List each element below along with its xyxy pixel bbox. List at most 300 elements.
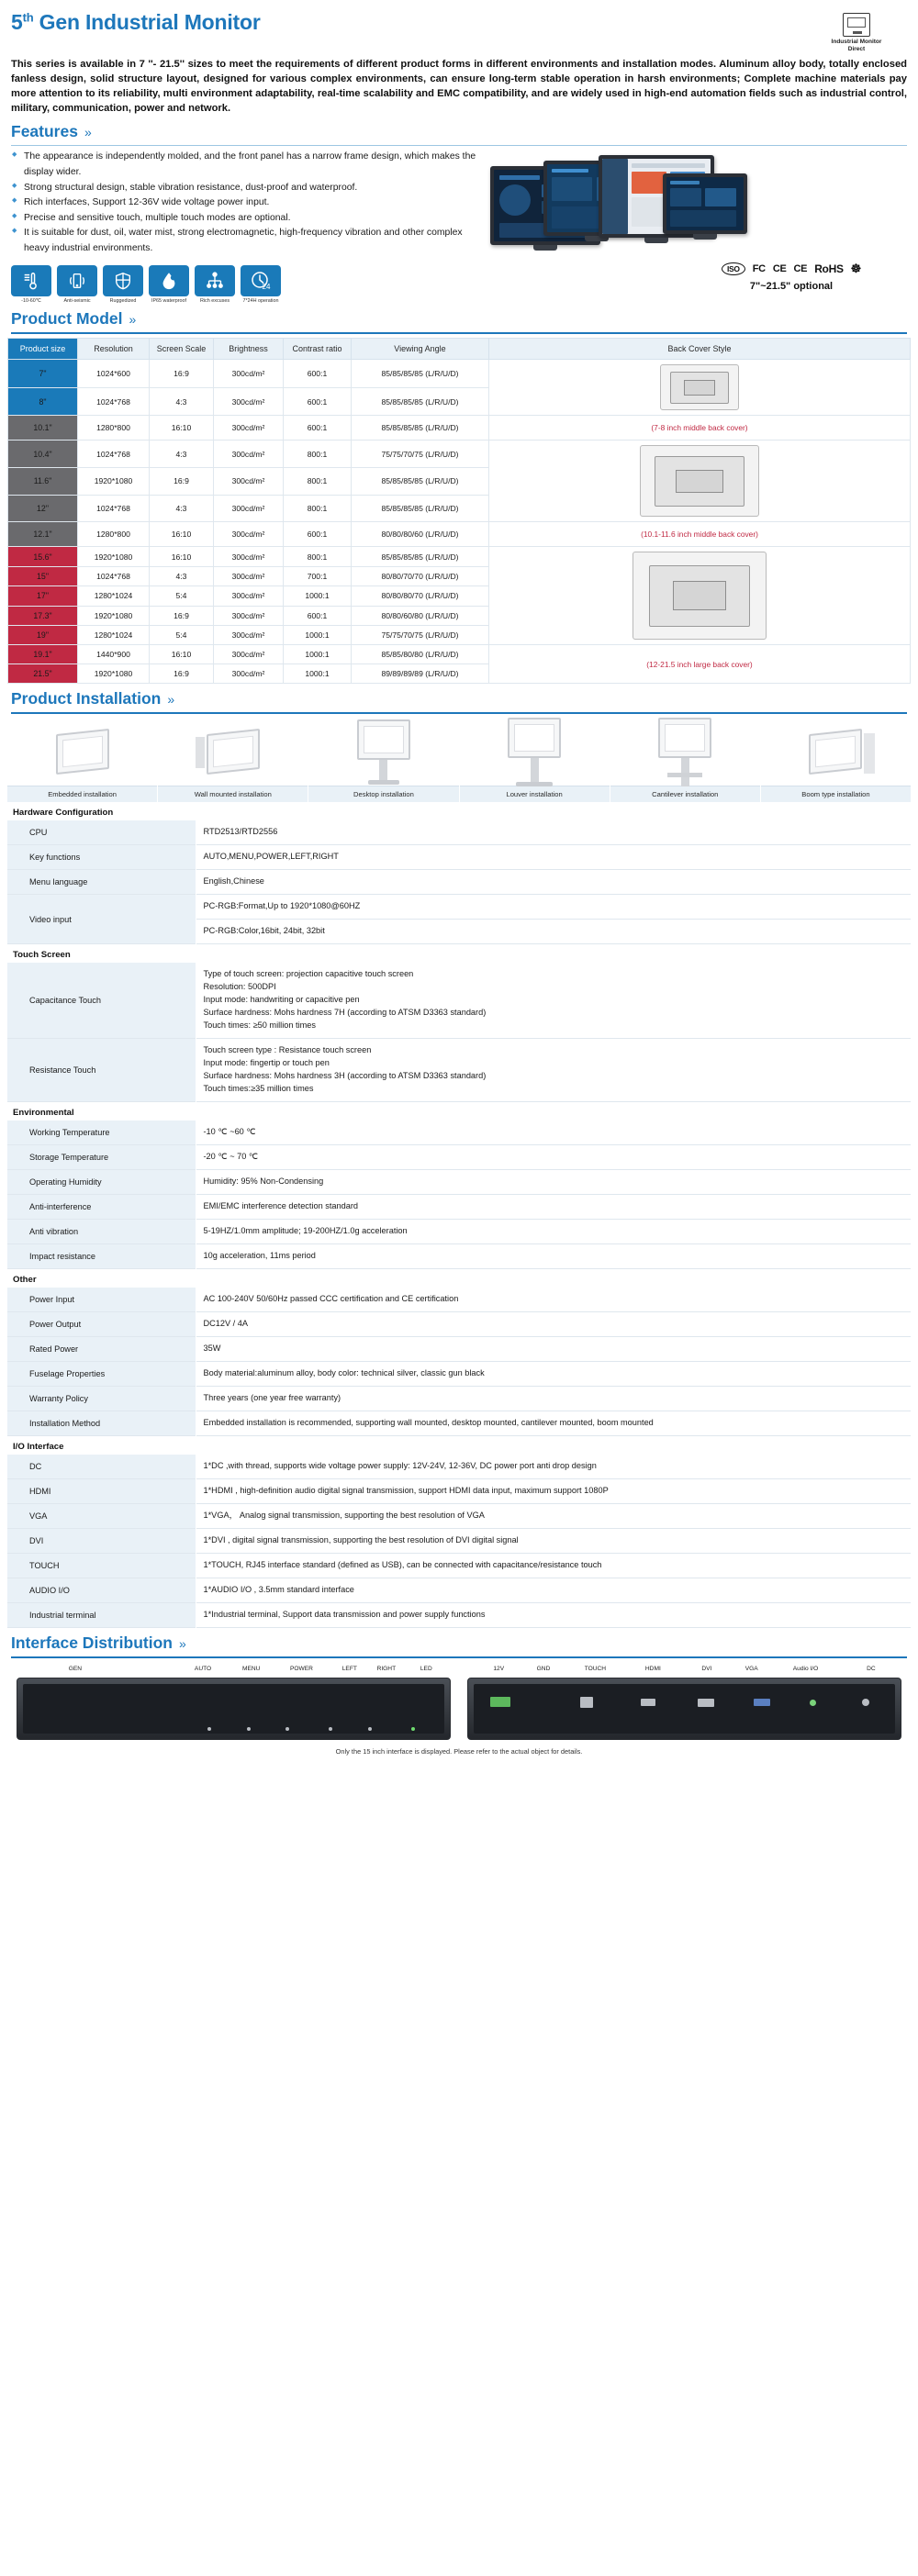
cell-size: 7"	[8, 360, 78, 388]
cell-scale: 16:10	[150, 547, 214, 566]
cell-contrast: 600:1	[284, 360, 352, 388]
spec-value-video-color: PC-RGB:Color,16bit, 24bit, 32bit	[203, 926, 325, 936]
spec-row	[7, 1578, 911, 1602]
list-item: ◆ The appearance is independently molded, and the front panel has a narrow frame design, which makes the display wider.	[11, 150, 477, 180]
cell-resolution: 1024*768	[78, 387, 150, 416]
installation-item-louver	[460, 718, 610, 802]
cell-size: 17"	[8, 586, 78, 606]
rear-panel-diagram	[467, 1666, 901, 1740]
cell-size: 17.3"	[8, 606, 78, 625]
rear-label-gnd: GND	[536, 1665, 551, 1672]
installation-label: Louver installation	[460, 786, 610, 802]
cell-scale: 16:9	[150, 468, 214, 496]
ce-cert-icon-2: CE	[793, 263, 808, 275]
product-model-heading-label: Product Model	[11, 309, 123, 329]
back-cover-caption-large: (12-21.5 inch large back cover)	[646, 659, 753, 669]
badge-label: Anti-seismic	[63, 298, 91, 305]
installation-label: Embedded installation	[7, 786, 157, 802]
cell-contrast: 800:1	[284, 495, 352, 522]
spec-line: Input mode: handwriting or capacitive pen	[203, 995, 360, 1005]
spec-row	[7, 1312, 911, 1337]
col-screen-scale: Screen Scale	[150, 339, 214, 360]
installation-label: Desktop installation	[308, 786, 458, 802]
brand-subtitle: Direct	[847, 46, 866, 53]
installation-item-boom	[761, 718, 911, 802]
title-generation-number: 5	[11, 10, 23, 34]
spec-value-dc: 1*DC ,with thread, supports wide voltage power supply: 12V-24V, 12-36V, DC power port anti drop design	[203, 1461, 597, 1471]
front-panel-labels	[17, 1666, 451, 1676]
spec-value-hdmi: 1*HDMI , high-definition audio digital signal transmission, support HDMI data input, maximum support 1080P	[203, 1486, 609, 1496]
cell-contrast: 600:1	[284, 522, 352, 547]
cell-size: 15.6"	[8, 547, 78, 566]
spec-value-anti-interference: EMI/EMC interference detection standard	[203, 1201, 359, 1211]
front-label-left: LEFT	[341, 1665, 357, 1672]
cell-size: 21.5"	[8, 664, 78, 684]
spec-key-installation-method: Installation Method	[7, 1411, 196, 1436]
cell-contrast: 1000:1	[284, 586, 352, 606]
spec-line: Resolution: 500DPI	[203, 982, 276, 992]
cell-cover-caption-large	[489, 645, 911, 684]
list-item: ◆ Rich interfaces, Support 12-36V wide voltage power input.	[11, 195, 477, 211]
spec-value-warranty-policy: Three years (one year free warranty)	[203, 1393, 341, 1403]
installation-gallery	[7, 718, 911, 802]
spec-row	[7, 1121, 911, 1144]
brand-name: Industrial Monitor	[831, 39, 882, 45]
features-section	[7, 146, 911, 258]
spec-value-power-output: DC12V / 4A	[203, 1319, 249, 1329]
spec-key-warranty-policy: Warranty Policy	[7, 1387, 196, 1411]
port-touch-rj45	[580, 1697, 593, 1708]
port-dc	[862, 1699, 869, 1706]
chevron-right-icon: »	[84, 124, 92, 139]
front-label-menu: MENU	[241, 1665, 261, 1672]
cell-brightness: 300cd/m²	[214, 566, 284, 585]
cell-contrast: 1000:1	[284, 626, 352, 645]
installation-item-wall	[158, 718, 308, 802]
features-list-column	[11, 150, 477, 258]
spec-key-power-output: Power Output	[7, 1312, 196, 1337]
iso-cert-icon: ISO	[722, 262, 745, 275]
spec-key-hdmi: HDMI	[7, 1479, 196, 1504]
cell-angle: 85/85/85/85 (L/R/U/D)	[352, 387, 489, 416]
cell-cover-caption-small	[489, 416, 911, 440]
badge-anti-seismic	[57, 265, 97, 304]
cell-contrast: 600:1	[284, 606, 352, 625]
spec-row	[7, 1220, 911, 1244]
front-label-gen: GEN	[68, 1665, 83, 1672]
installation-label: Wall mounted installation	[158, 786, 308, 802]
monitor-render-4	[663, 173, 747, 234]
table-row	[8, 360, 911, 388]
badge-rich-interfaces	[195, 265, 235, 304]
cell-size: 8"	[8, 387, 78, 416]
cell-scale: 5:4	[150, 626, 214, 645]
cell-resolution: 1280*800	[78, 416, 150, 440]
cell-contrast: 1000:1	[284, 645, 352, 664]
cell-resolution: 1024*768	[78, 566, 150, 585]
badge-label: Rich excuses	[199, 298, 230, 305]
cell-brightness: 300cd/m²	[214, 416, 284, 440]
page-title	[11, 11, 806, 34]
col-viewing-angle: Viewing Angle	[352, 339, 489, 360]
cell-contrast: 600:1	[284, 387, 352, 416]
front-device-image	[17, 1678, 451, 1740]
spec-table-io	[7, 1455, 911, 1628]
cell-contrast: 800:1	[284, 547, 352, 566]
product-model-heading	[7, 304, 911, 331]
cell-angle: 85/85/85/85 (L/R/U/D)	[352, 495, 489, 522]
spec-key-working-temperature: Working Temperature	[7, 1121, 196, 1144]
front-label-power: POWER	[289, 1665, 313, 1672]
louver-installation-image	[460, 718, 610, 786]
cell-resolution: 1280*1024	[78, 626, 150, 645]
cell-size: 12"	[8, 495, 78, 522]
rear-label-12v: 12V	[493, 1665, 505, 1672]
cell-angle: 89/89/89/89 (L/R/U/D)	[352, 664, 489, 684]
port-terminal-block	[490, 1697, 510, 1707]
rear-label-dc: DC	[867, 1665, 876, 1672]
cell-angle: 75/75/70/75 (L/R/U/D)	[352, 440, 489, 468]
vibration-icon	[57, 265, 97, 296]
spec-row	[7, 870, 911, 895]
list-item: ◆ Strong structural design, stable vibration resistance, dust-proof and waterproof.	[11, 181, 477, 196]
spec-key-menu-language: Menu language	[7, 870, 196, 895]
cantilever-installation-image	[610, 718, 760, 786]
cell-scale: 16:10	[150, 645, 214, 664]
cell-scale: 16:10	[150, 416, 214, 440]
cell-angle: 75/75/70/75 (L/R/U/D)	[352, 626, 489, 645]
installation-item-embedded	[7, 718, 157, 802]
spec-key-key-functions: Key functions	[7, 845, 196, 870]
table-row	[8, 547, 911, 566]
spec-value-video-format: PC-RGB:Format,Up to 1920*1080@60HZ	[203, 901, 361, 911]
spec-line: Touch screen type : Resistance touch screen	[203, 1045, 372, 1055]
spec-key-impact-resistance: Impact resistance	[7, 1244, 196, 1269]
cell-angle: 85/85/80/80 (L/R/U/D)	[352, 645, 489, 664]
spec-key-cpu: CPU	[7, 820, 196, 844]
cell-size: 15"	[8, 566, 78, 585]
spec-value-vga: 1*VGA， Analog signal transmission, supporting the best resolution of VGA	[203, 1511, 485, 1521]
spec-group-hardware: Hardware Configuration	[13, 808, 114, 819]
cell-angle: 85/85/85/85 (L/R/U/D)	[352, 360, 489, 388]
clock-24-icon	[241, 265, 281, 296]
spec-value-power-input: AC 100-240V 50/60Hz passed CCC certification and CE certification	[203, 1294, 459, 1304]
ce-cert-icon: CE	[772, 263, 787, 275]
spec-value-audio-io: 1*AUDIO I/O , 3.5mm standard interface	[203, 1584, 354, 1594]
spec-key-anti-interference: Anti-interference	[7, 1195, 196, 1220]
spec-row	[7, 1387, 911, 1411]
cell-brightness: 300cd/m²	[214, 360, 284, 388]
installation-heading-label: Product Installation	[11, 689, 162, 708]
cell-contrast: 800:1	[284, 468, 352, 496]
spec-line: Touch times:≥35 million times	[203, 1084, 314, 1094]
spec-row	[7, 1602, 911, 1627]
front-label-led: LED	[420, 1665, 432, 1672]
table-row	[8, 440, 911, 468]
product-photo-column	[487, 150, 907, 258]
cell-scale: 4:3	[150, 440, 214, 468]
wall-mounted-installation-image	[158, 718, 308, 786]
spec-value-touch: 1*TOUCH, RJ45 interface standard (defined as USB), can be connected with capacitance/resistance touch	[203, 1559, 602, 1569]
monitor-lineup-image	[487, 155, 907, 258]
col-product-size: Product size	[8, 339, 78, 360]
shield-icon	[103, 265, 143, 296]
cell-back-cover-small	[489, 360, 911, 416]
spec-row	[7, 1455, 911, 1478]
spec-row	[7, 1039, 911, 1102]
badge-label: -10-60℃	[21, 298, 41, 305]
port-audio	[810, 1700, 816, 1706]
spec-row	[7, 1504, 911, 1529]
chevron-right-icon: »	[179, 1635, 186, 1651]
spec-line: Surface hardness: Mohs hardness 3H (according to ATSM D3363 standard)	[203, 1071, 487, 1081]
cell-scale: 16:10	[150, 522, 214, 547]
interface-tree-icon	[195, 265, 235, 296]
rohs-cert-icon: RoHS	[814, 262, 844, 276]
spec-value-capacitance-touch	[196, 963, 911, 1038]
installation-divider	[11, 712, 907, 714]
installation-label: Boom type installation	[761, 786, 911, 802]
badge-temperature	[11, 265, 51, 304]
rear-label-hdmi: HDMI	[644, 1665, 661, 1672]
cell-back-cover-middle	[489, 440, 911, 522]
intro-paragraph: This series is available in 7 ''- 21.5'' sizes to meet the requirements of different product forms in different environments and installation modes. Aluminum alloy body, totally enclosed fanless design, solid structure layout, designed for various complex environments, can ensure long-term stable operation in harsh environments; Complete machine materials pay more attention to its reliability, multi environment adaptability, real-time scalability and EMC compatibility, and are widely used in high-end automation fields such as industrial control, military, communication, power and network.	[11, 59, 907, 114]
col-contrast-ratio: Contrast ratio	[284, 339, 352, 360]
cell-angle: 85/85/85/85 (L/R/U/D)	[352, 416, 489, 440]
cell-resolution: 1280*800	[78, 522, 150, 547]
table-row	[8, 522, 911, 547]
back-cover-caption-small: (7-8 inch middle back cover)	[651, 423, 748, 433]
badge-24h-operation	[241, 265, 281, 304]
spec-value-cpu: RTD2513/RTD2556	[203, 827, 278, 837]
spec-row	[7, 1529, 911, 1554]
water-drop-icon	[149, 265, 189, 296]
cell-scale: 16:9	[150, 360, 214, 388]
spec-group-io-interface: I/O Interface	[13, 1442, 64, 1453]
spec-row	[7, 1411, 911, 1436]
rear-label-vga: VGA	[744, 1665, 758, 1672]
rear-label-dvi: DVI	[701, 1665, 712, 1672]
cell-size: 19.1"	[8, 645, 78, 664]
cell-scale: 4:3	[150, 495, 214, 522]
spec-row	[7, 820, 911, 844]
table-header-row	[8, 339, 911, 360]
spec-key-industrial-terminal: Industrial terminal	[7, 1602, 196, 1627]
col-back-cover-style: Back Cover Style	[489, 339, 911, 360]
title-ordinal-suffix: th	[22, 10, 34, 25]
spec-value-fuselage-properties: Body material:aluminum alloy, body color: technical silver, classic gun black	[203, 1368, 485, 1378]
fcc-cert-icon: FC	[752, 263, 766, 275]
spec-value-rated-power: 35W	[203, 1344, 221, 1354]
spec-table-hardware	[7, 820, 911, 944]
spec-key-power-input: Power Input	[7, 1288, 196, 1311]
cell-brightness: 300cd/m²	[214, 645, 284, 664]
front-label-right: RIGHT	[376, 1665, 397, 1672]
spec-value-operating-humidity: Humidity: 95% Non-Condensing	[203, 1176, 324, 1187]
monitor-stand-4	[693, 234, 717, 240]
spec-key-fuselage-properties: Fuselage Properties	[7, 1362, 196, 1387]
cell-scale: 4:3	[150, 566, 214, 585]
spec-value-impact-resistance: 10g acceleration, 11ms period	[203, 1251, 316, 1261]
thermometer-icon	[11, 265, 51, 296]
cell-angle: 80/80/80/60 (L/R/U/D)	[352, 522, 489, 547]
page-header	[7, 0, 911, 52]
installation-item-desktop	[308, 718, 458, 802]
cell-size: 10.1"	[8, 416, 78, 440]
spec-row	[7, 845, 911, 870]
spec-line: Surface hardness: Mohs hardness 7H (according to ATSM D3363 standard)	[203, 1008, 487, 1018]
spec-table-touch	[7, 963, 911, 1102]
monitor-stand-1	[533, 245, 557, 251]
spec-group-other: Other	[13, 1275, 37, 1286]
col-brightness: Brightness	[214, 339, 284, 360]
badge-label: IP65 waterproof	[151, 298, 187, 305]
cell-scale: 4:3	[150, 387, 214, 416]
installation-heading	[7, 684, 911, 711]
cell-brightness: 300cd/m²	[214, 586, 284, 606]
interface-diagrams	[7, 1658, 911, 1740]
cell-angle: 80/80/60/80 (L/R/U/D)	[352, 606, 489, 625]
title-text: Gen Industrial Monitor	[39, 10, 261, 34]
svg-text:24: 24	[262, 283, 271, 292]
cell-size: 11.6"	[8, 468, 78, 496]
spec-row	[7, 895, 911, 920]
spec-key-dvi: DVI	[7, 1529, 196, 1554]
list-item: ◆ It is suitable for dust, oil, water mist, strong electromagnetic, high-frequency vibration and other complex heavy industrial environments.	[11, 226, 477, 256]
rear-device-image	[467, 1678, 901, 1740]
back-cover-caption-middle: (10.1-11.6 inch middle back cover)	[641, 530, 758, 540]
rear-label-touch: TOUCH	[584, 1665, 607, 1672]
cell-resolution: 1920*1080	[78, 606, 150, 625]
col-resolution: Resolution	[78, 339, 150, 360]
back-cover-image-small	[660, 364, 739, 410]
monitor-stand-3	[644, 238, 668, 243]
spec-key-storage-temperature: Storage Temperature	[7, 1145, 196, 1170]
spec-value-anti-vibration: 5-19HZ/1.0mm amplitude; 19-200HZ/1.0g acceleration	[203, 1226, 408, 1236]
chevron-right-icon: »	[167, 692, 175, 708]
cell-resolution: 1440*900	[78, 645, 150, 664]
cell-angle: 85/85/85/85 (L/R/U/D)	[352, 547, 489, 566]
spec-key-capacitance-touch: Capacitance Touch	[7, 963, 196, 1038]
cell-contrast: 600:1	[284, 416, 352, 440]
list-item: ◆ Precise and sensitive touch, multiple touch modes are optional.	[11, 211, 477, 227]
front-panel-diagram	[17, 1666, 451, 1740]
back-cover-image-middle	[640, 445, 759, 517]
badge-label: 7*24H operation	[242, 298, 279, 305]
spec-value-installation-method: Embedded installation is recommended, supporting wall mounted, desktop mounted, cantilever mounted, boom mounted	[203, 1418, 654, 1428]
badge-label: Ruggedized	[109, 298, 137, 305]
spec-key-anti-vibration: Anti vibration	[7, 1220, 196, 1244]
spec-row	[7, 1288, 911, 1311]
spec-row	[7, 1553, 911, 1578]
monitor-logo-icon	[843, 13, 870, 37]
footer-note: Only the 15 inch interface is displayed. Please refer to the actual object for details.	[335, 1746, 583, 1756]
spec-value-resistance-touch	[196, 1039, 911, 1102]
spec-value-dvi: 1*DVI , digital signal transmission, supporting the best resolution of DVI digital signal	[203, 1535, 519, 1544]
rear-panel-labels	[467, 1666, 901, 1676]
cell-resolution: 1280*1024	[78, 586, 150, 606]
spec-value-key-functions: AUTO,MENU,POWER,LEFT,RIGHT	[203, 852, 339, 862]
cell-contrast: 700:1	[284, 566, 352, 585]
spec-line: Input mode: fingertip or touch pen	[203, 1058, 330, 1068]
cell-contrast: 800:1	[284, 440, 352, 468]
spec-line: Type of touch screen: projection capacitive touch screen	[203, 969, 414, 979]
port-vga	[754, 1699, 770, 1706]
spec-row	[7, 1195, 911, 1220]
spec-key-rated-power: Rated Power	[7, 1337, 196, 1362]
spec-key-video-input: Video input	[7, 895, 196, 944]
product-model-divider	[11, 332, 907, 334]
spec-key-dc: DC	[7, 1455, 196, 1478]
features-heading-label: Features	[11, 121, 78, 140]
cell-brightness: 300cd/m²	[214, 626, 284, 645]
cell-resolution: 1024*768	[78, 495, 150, 522]
table-row	[8, 416, 911, 440]
badge-ip65	[149, 265, 189, 304]
monitor-screen-4	[666, 177, 744, 230]
spec-row	[7, 1244, 911, 1269]
cell-resolution: 1920*1080	[78, 468, 150, 496]
cell-back-cover-large	[489, 547, 911, 645]
spec-table-environmental	[7, 1121, 911, 1269]
cell-contrast: 1000:1	[284, 664, 352, 684]
front-device-screen	[23, 1684, 444, 1734]
spec-value-storage-temperature: -20 ℃ ~ 70 ℃	[203, 1152, 259, 1162]
rear-label-audio-io: Audio I/O	[792, 1665, 819, 1672]
cell-brightness: 300cd/m²	[214, 522, 284, 547]
back-cover-image-large	[633, 552, 767, 640]
chevron-right-icon: »	[129, 312, 137, 328]
cell-resolution: 1920*1080	[78, 664, 150, 684]
cell-brightness: 300cd/m²	[214, 440, 284, 468]
optional-size-label: 7"~21.5" optional	[749, 281, 834, 293]
cell-angle: 85/85/85/85 (L/R/U/D)	[352, 468, 489, 496]
cell-scale: 16:9	[150, 664, 214, 684]
cell-brightness: 300cd/m²	[214, 547, 284, 566]
port-dvi	[698, 1699, 714, 1707]
installation-label: Cantilever installation	[610, 786, 760, 802]
spec-value-menu-language: English,Chinese	[203, 876, 264, 887]
spec-key-touch: TOUCH	[7, 1553, 196, 1578]
port-hdmi	[641, 1699, 655, 1706]
spec-row	[7, 1337, 911, 1362]
cell-size: 12.1"	[8, 522, 78, 547]
spec-row	[7, 963, 911, 1038]
rear-device-body	[474, 1684, 895, 1734]
spec-line: Touch times: ≥50 million times	[203, 1020, 316, 1031]
brand-logo	[806, 11, 907, 52]
features-heading	[7, 117, 911, 144]
cell-size: 19"	[8, 626, 78, 645]
embedded-installation-image	[7, 718, 157, 786]
features-list	[11, 150, 477, 256]
cell-cover-caption-middle	[489, 522, 911, 547]
cell-angle: 80/80/80/70 (L/R/U/D)	[352, 586, 489, 606]
spec-row	[7, 1479, 911, 1504]
cell-brightness: 300cd/m²	[214, 387, 284, 416]
product-model-table	[7, 338, 911, 684]
interface-distribution-heading	[7, 1628, 911, 1656]
cell-brightness: 300cd/m²	[214, 606, 284, 625]
cell-angle: 80/80/70/70 (L/R/U/D)	[352, 566, 489, 585]
weee-cert-icon: ☸	[850, 262, 862, 276]
interface-distribution-heading-label: Interface Distribution	[11, 1633, 173, 1652]
table-row	[8, 645, 911, 664]
spec-key-resistance-touch: Resistance Touch	[7, 1039, 196, 1102]
cell-size: 10.4"	[8, 440, 78, 468]
cell-brightness: 300cd/m²	[214, 495, 284, 522]
installation-item-cantilever	[610, 718, 760, 802]
